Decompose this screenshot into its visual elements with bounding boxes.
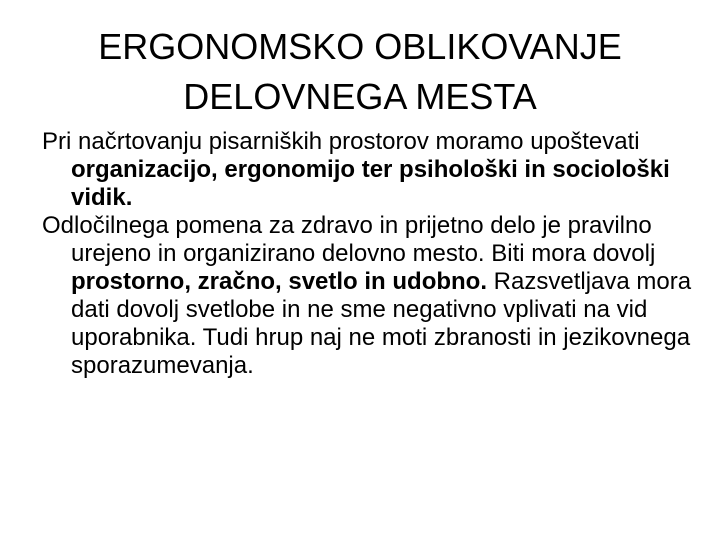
- slide-body: [42, 128, 692, 380]
- paragraph-1-text: Pri načrtovanju pisarniških prostorov moramo upoštevati: [42, 128, 640, 155]
- title-line-2: DELOVNEGA MESTA: [183, 76, 537, 117]
- paragraph-1: [42, 128, 692, 212]
- paragraph-1-bold: organizacijo, ergonomijo ter psihološki in sociološki vidik.: [71, 156, 670, 211]
- paragraph-2-text-start: Odločilnega pomena za zdravo in prijetno delo je pravilno urejeno in organizirano delovno mesto. Biti mora dovolj: [42, 212, 656, 267]
- paragraph-2-text-end: Razsvetljava mora dati dovolj svetlobe in ne sme negativno vplivati na vid uporabnika. Tudi hrup naj ne moti zbranosti in jezikovnega sporazumevanja.: [71, 268, 692, 379]
- slide-title: [40, 22, 680, 122]
- paragraph-2-bold: prostorno, zračno, svetlo in udobno.: [71, 268, 488, 295]
- paragraph-2: [42, 212, 692, 380]
- title-line-1: ERGONOMSKO OBLIKOVANJE: [98, 26, 622, 67]
